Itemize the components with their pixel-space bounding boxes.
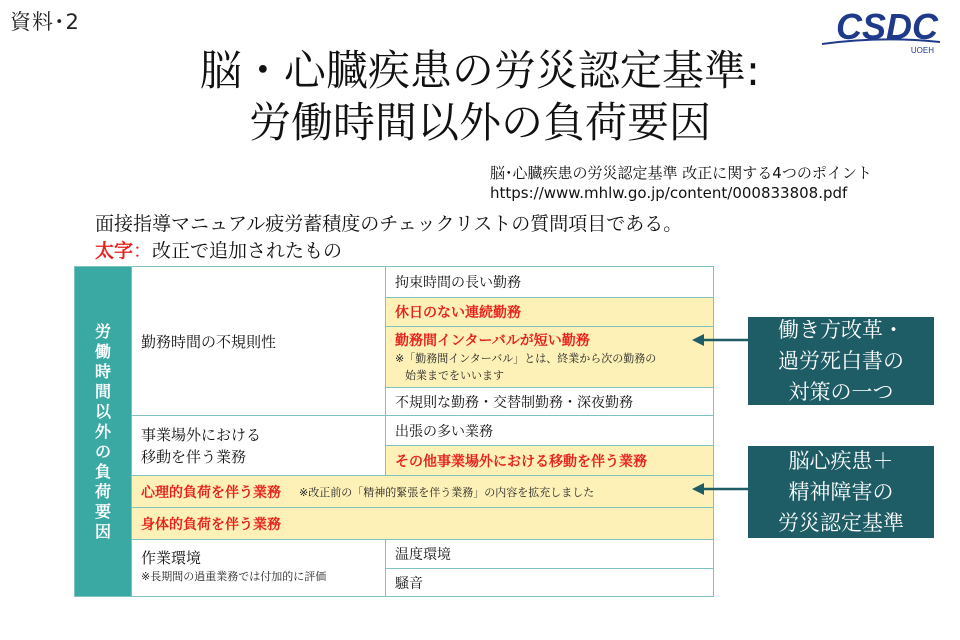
legend-text: 改正で追加されたもの xyxy=(152,240,343,262)
item-no-holiday: 休日のない連続勤務 xyxy=(385,297,713,326)
callout-line: 労災認定基準 xyxy=(778,510,904,535)
item-psychological: 心理的負荷を伴う業務 xyxy=(141,484,281,501)
title-line-1: 脳・心臓疾患の労災認定基準: xyxy=(199,46,761,95)
interval-note-2: 始業までをいいます xyxy=(405,369,504,382)
callout-line: 精神障害の xyxy=(788,479,894,504)
title-line-2: 労働時間以外の負荷要因 xyxy=(248,98,711,147)
callout-line: 過労死白書の xyxy=(778,348,904,373)
item-long-restraint: 拘束時間の長い勤務 xyxy=(385,267,713,297)
legend xyxy=(95,236,342,263)
side-char: 荷 xyxy=(94,481,111,501)
arrow-left-icon xyxy=(690,332,750,348)
side-char: 以 xyxy=(94,401,111,421)
side-char: 因 xyxy=(94,521,111,541)
outside-line-1: 事業場外における xyxy=(141,426,262,444)
item-other-movement: その他事業場外における移動を伴う業務 xyxy=(385,445,713,475)
side-char: 間 xyxy=(94,381,111,401)
source-url: https://www.mhlw.go.jp/content/000833808.pdf xyxy=(490,184,848,202)
arrow-left-icon xyxy=(690,481,750,497)
legend-separator: ： xyxy=(133,240,153,262)
callout-work-style-reform xyxy=(748,317,934,405)
callout-line: 対策の一つ xyxy=(788,379,894,404)
logo-subtext: UOEH xyxy=(910,46,934,55)
group-outside-movement xyxy=(131,415,385,475)
side-char: 時 xyxy=(94,361,111,381)
item-irregular-shift: 不規則な勤務・交替制勤務・深夜勤務 xyxy=(385,387,713,415)
callout-certification-standard xyxy=(748,446,934,538)
legend-bold-word: 太字 xyxy=(95,240,134,262)
source-title: 脳･心臓疾患の労災認定基準 改正に関する4つのポイント xyxy=(490,164,872,182)
row-psychological xyxy=(131,475,713,507)
callout-line: 脳心疾患＋ xyxy=(788,448,894,473)
interval-note-1: ※「勤務間インターバル」とは、終業から次の勤務の xyxy=(395,352,657,365)
environment-label: 作業環境 xyxy=(141,549,202,567)
group-environment xyxy=(131,539,385,596)
psychological-note: ※改正前の「精神的緊張を伴う業務」の内容を拡充しました xyxy=(299,485,595,499)
item-physical: 身体的負荷を伴う業務 xyxy=(131,507,713,539)
environment-note: ※長期間の過重業務では付加的に評価 xyxy=(141,570,327,583)
side-label xyxy=(75,267,131,596)
item-noise: 騒音 xyxy=(385,568,713,596)
outside-line-2: 移動を伴う業務 xyxy=(141,448,247,466)
intro-text: 面接指導マニュアル疲労蓄積度のチェックリストの質問項目である。 xyxy=(95,213,683,235)
side-char: 労 xyxy=(94,321,111,341)
item-temperature: 温度環境 xyxy=(385,539,713,568)
logo-text: CSDC xyxy=(836,6,939,47)
side-char: 外 xyxy=(94,421,111,441)
item-many-trips: 出張の多い業務 xyxy=(385,415,713,445)
callout-line: 働き方改革・ xyxy=(778,317,904,342)
side-char: 負 xyxy=(94,461,111,481)
item-short-interval: 勤務間インターバルが短い勤務 xyxy=(395,333,590,349)
item-short-interval-cell xyxy=(385,326,713,387)
side-char: 働 xyxy=(94,341,111,361)
side-char: 要 xyxy=(94,501,111,521)
group-irregular-hours: 勤務時間の不規則性 xyxy=(131,267,385,415)
side-char: の xyxy=(94,441,111,461)
document-label: 資料･2 xyxy=(10,10,80,34)
load-factor-table xyxy=(74,266,714,597)
